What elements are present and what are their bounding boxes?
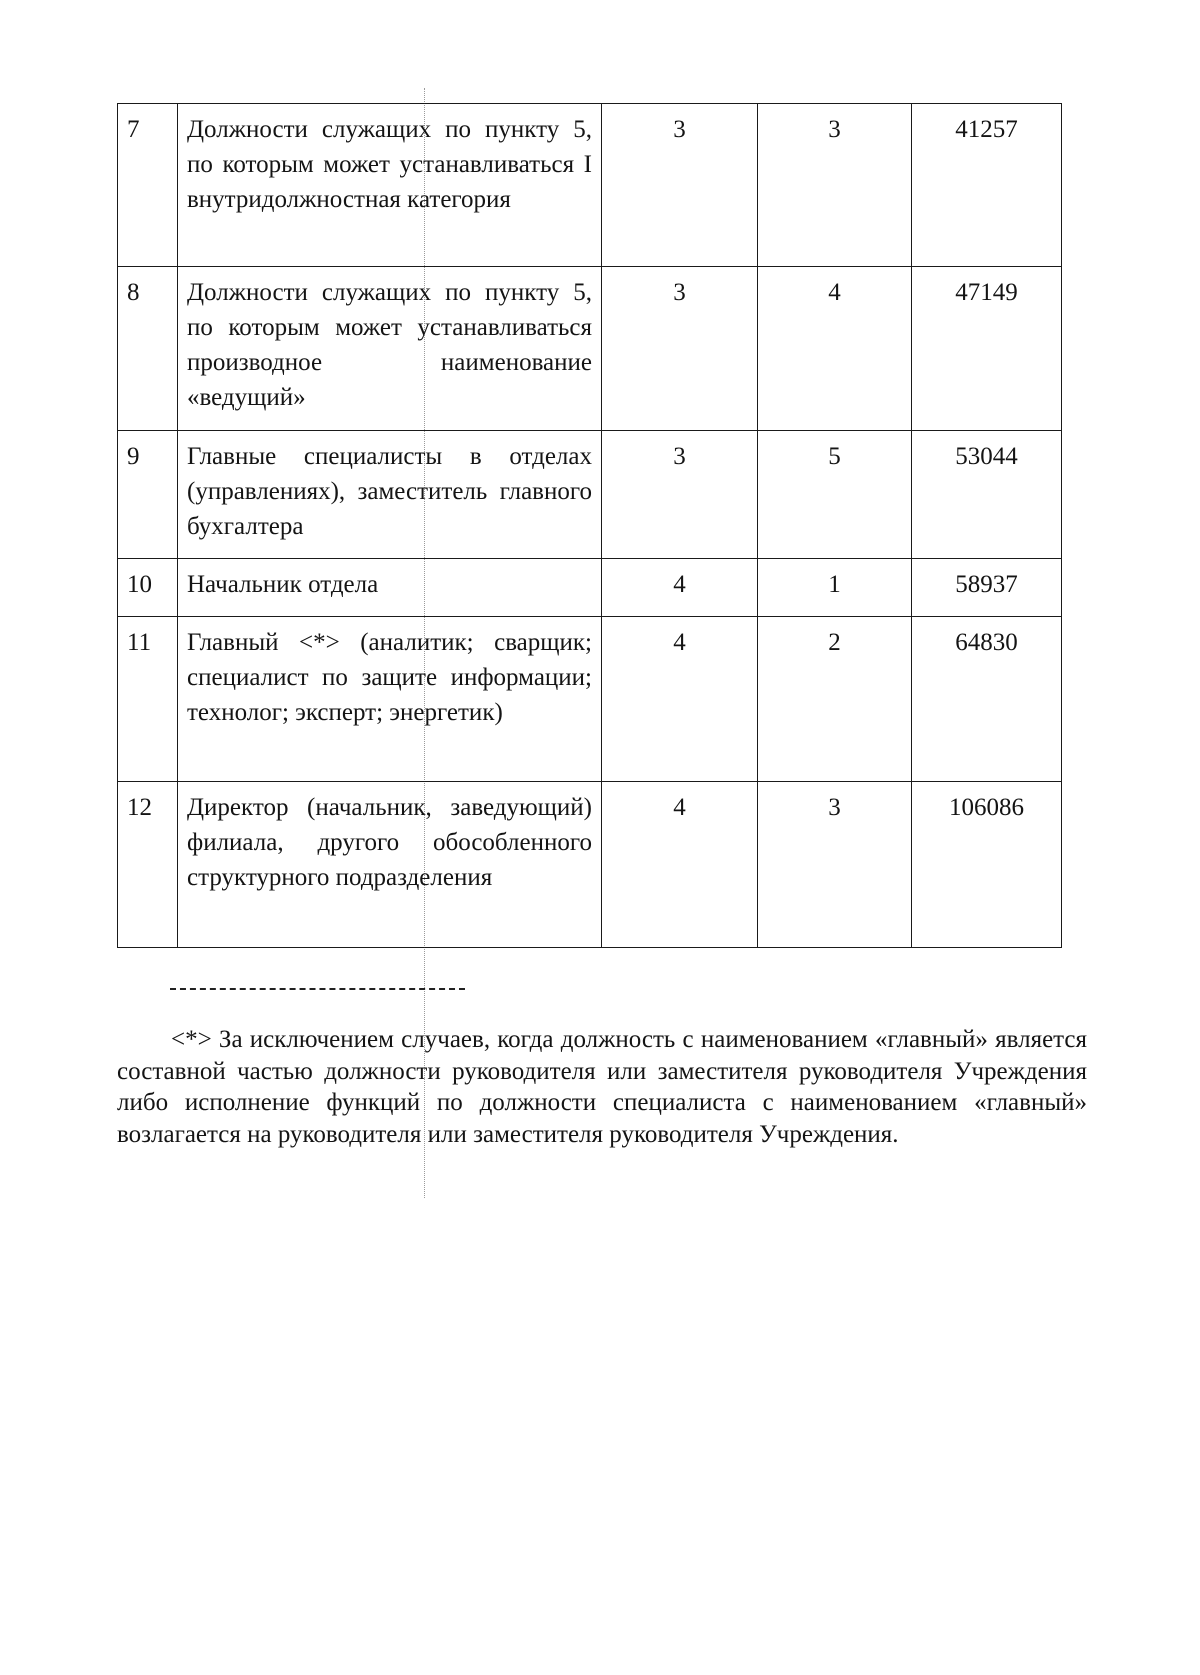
qualification-group: 4 bbox=[602, 782, 758, 948]
row-number: 8 bbox=[118, 267, 178, 431]
qualification-group: 3 bbox=[602, 431, 758, 559]
qualification-level: 3 bbox=[758, 104, 912, 267]
table-row bbox=[118, 104, 1062, 267]
table-row bbox=[118, 431, 1062, 559]
qualification-group: 4 bbox=[602, 617, 758, 782]
row-number: 9 bbox=[118, 431, 178, 559]
table-row bbox=[118, 559, 1062, 617]
position-name: Директор (начальник, заведующий) филиала, другого обособленного структурного подразделения bbox=[178, 782, 602, 948]
salary-value: 41257 bbox=[912, 104, 1062, 267]
qualification-level: 2 bbox=[758, 617, 912, 782]
salary-value: 47149 bbox=[912, 267, 1062, 431]
row-number: 12 bbox=[118, 782, 178, 948]
qualification-level: 3 bbox=[758, 782, 912, 948]
qualification-group: 4 bbox=[602, 559, 758, 617]
salary-table bbox=[117, 103, 1062, 948]
position-name: Главный <*> (аналитик; сварщик; специалист по защите информации; технолог; эксперт; энергетик) bbox=[178, 617, 602, 782]
qualification-level: 4 bbox=[758, 267, 912, 431]
salary-value: 64830 bbox=[912, 617, 1062, 782]
qualification-level: 1 bbox=[758, 559, 912, 617]
position-name: Начальник отдела bbox=[178, 559, 602, 617]
salary-value: 58937 bbox=[912, 559, 1062, 617]
salary-value: 53044 bbox=[912, 431, 1062, 559]
qualification-group: 3 bbox=[602, 104, 758, 267]
position-name: Должности служащих по пункту 5, по которым может устанавливаться производное наименование «ведущий» bbox=[178, 267, 602, 431]
row-number: 10 bbox=[118, 559, 178, 617]
table-row bbox=[118, 782, 1062, 948]
qualification-group: 3 bbox=[602, 267, 758, 431]
table-row bbox=[118, 267, 1062, 431]
footnote-separator bbox=[170, 988, 465, 990]
row-number: 11 bbox=[118, 617, 178, 782]
table-row bbox=[118, 617, 1062, 782]
position-name: Должности служащих по пункту 5, по которым может устанавливаться I внутридолжностная категория bbox=[178, 104, 602, 267]
position-name: Главные специалисты в отделах (управлениях), заместитель главного бухгалтера bbox=[178, 431, 602, 559]
footnote-text: <*> За исключением случаев, когда должность с наименованием «главный» является составной частью должности руководителя или заместителя руководителя Учреждения либо исполнение функций по должности специалиста с наименованием «главный» возлагается на руководителя или заместителя руководителя Учреждения. bbox=[117, 1026, 1087, 1148]
salary-value: 106086 bbox=[912, 782, 1062, 948]
row-number: 7 bbox=[118, 104, 178, 267]
qualification-level: 5 bbox=[758, 431, 912, 559]
